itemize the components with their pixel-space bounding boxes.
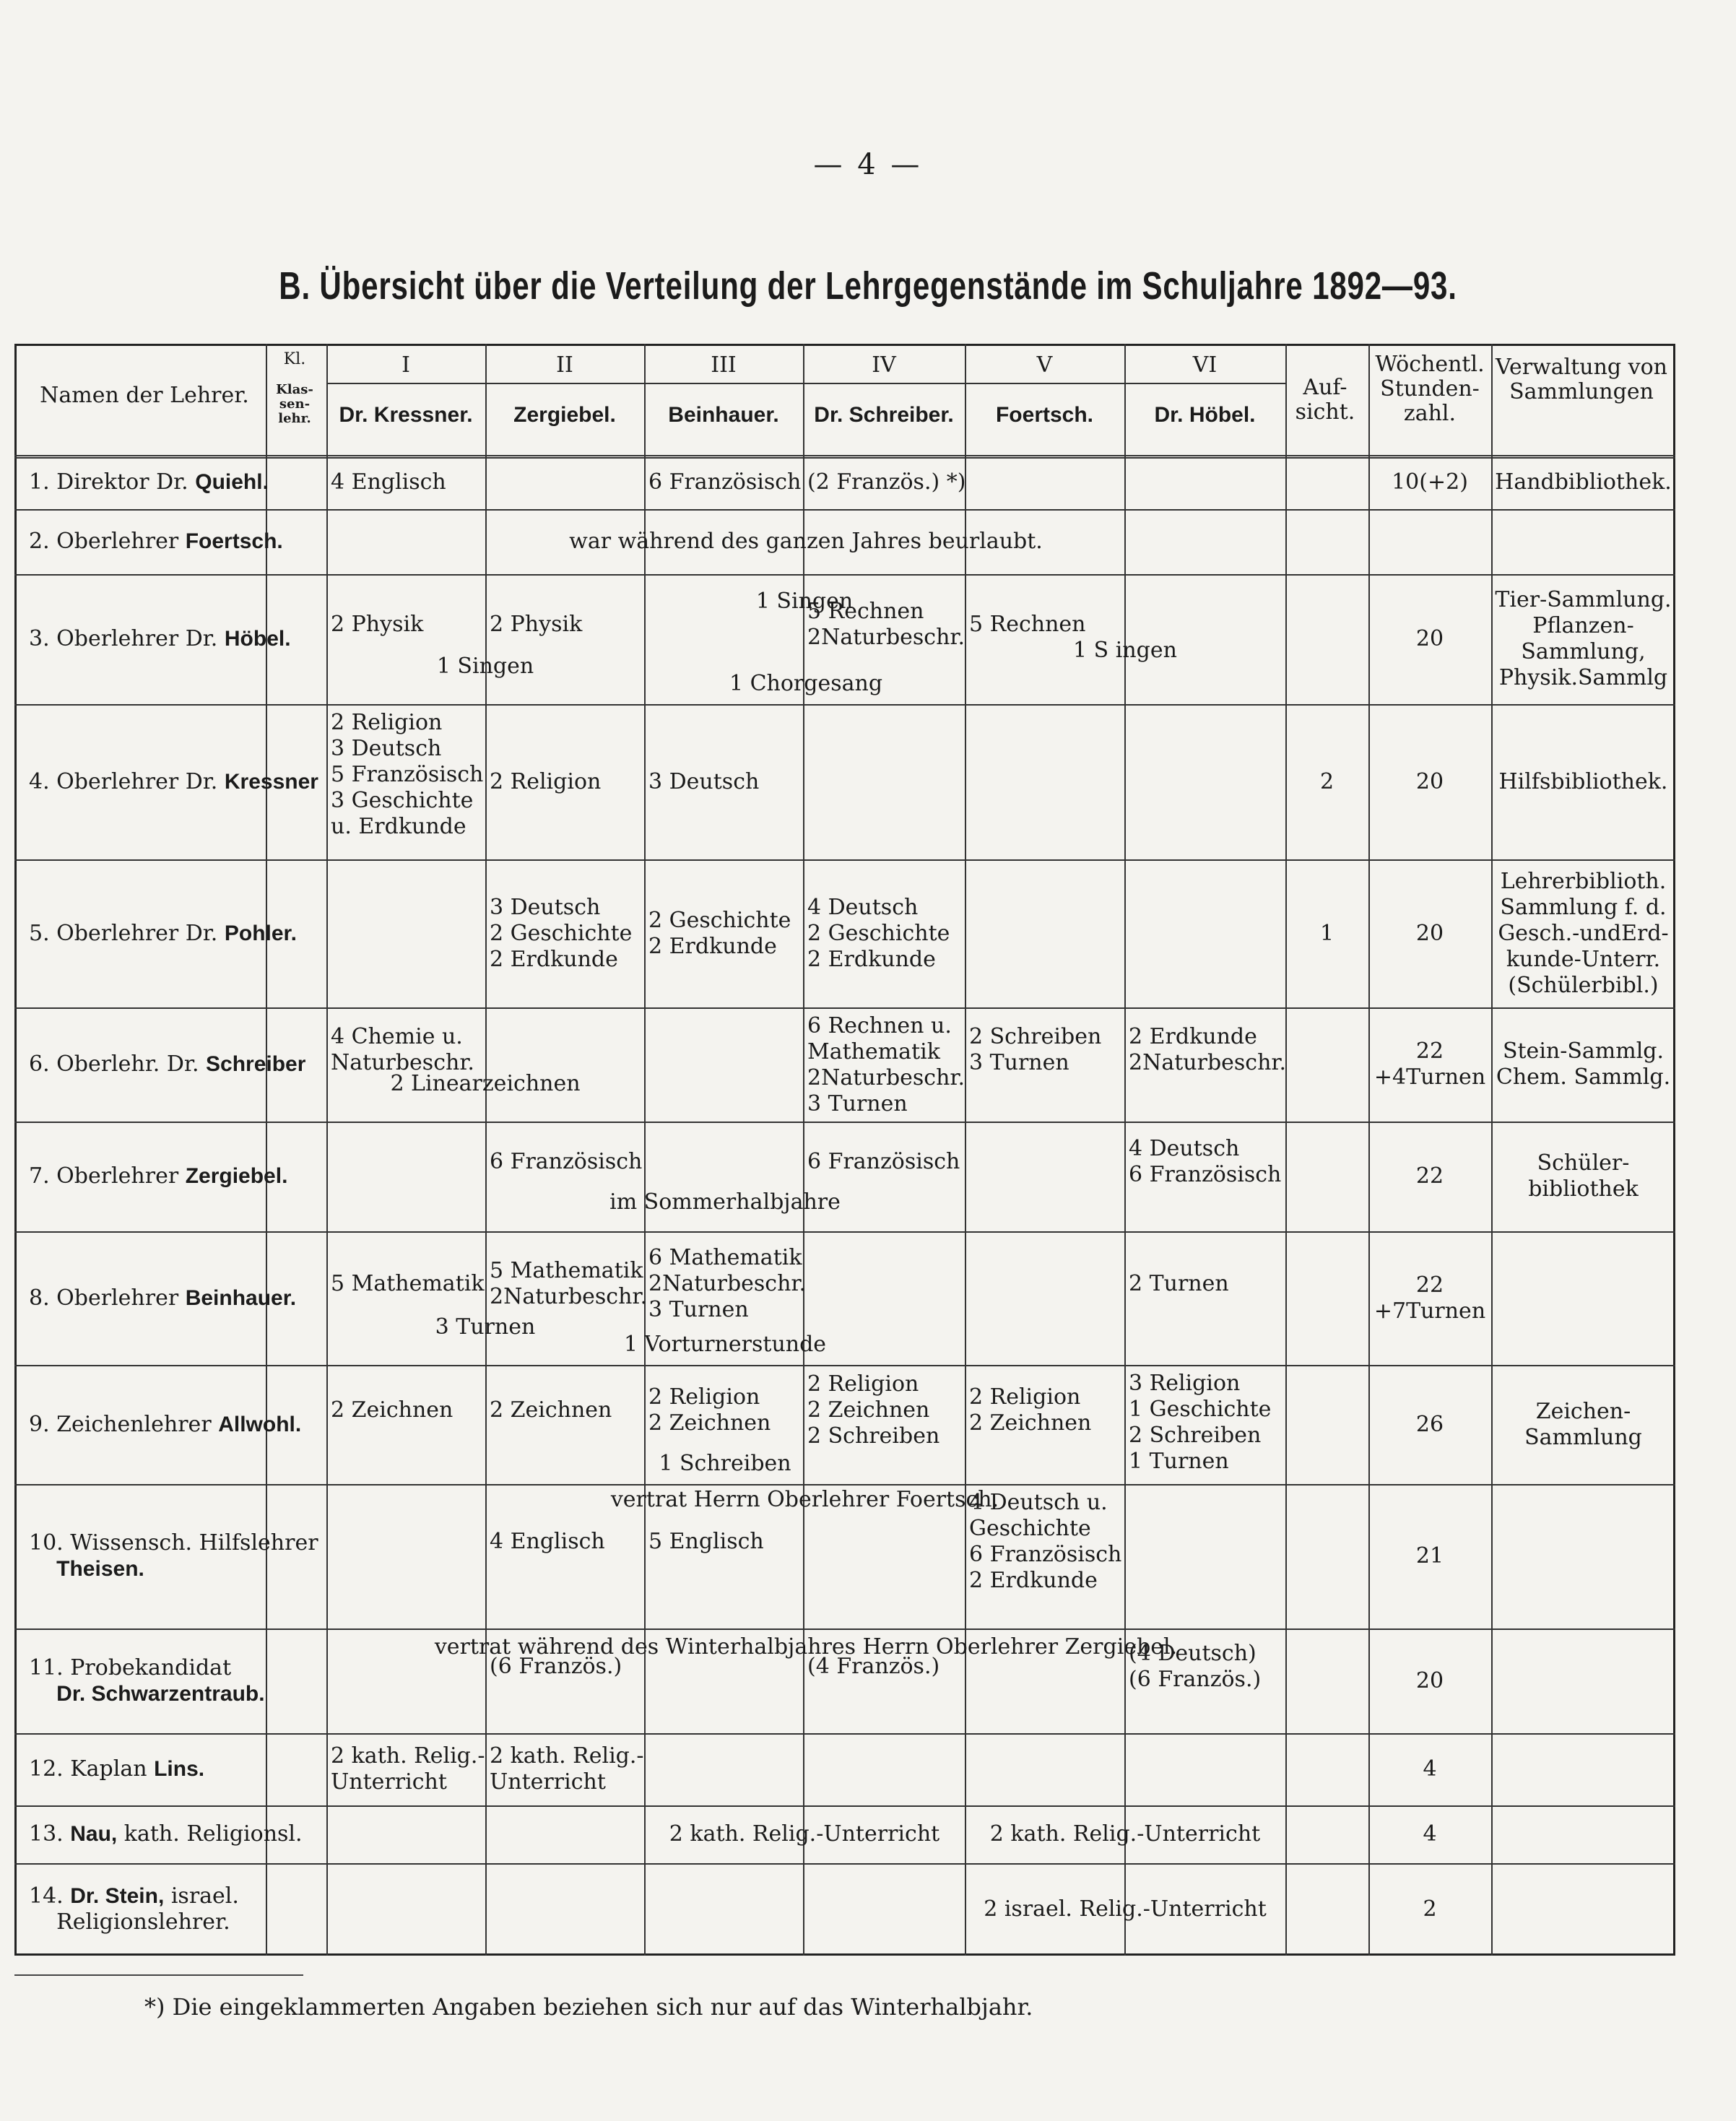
header-class-numeral: I xyxy=(402,352,410,378)
teacher-name: 4. Oberlehrer Dr. Kressner xyxy=(29,768,318,794)
grid-vline xyxy=(1491,344,1493,1956)
grid-hline xyxy=(14,1231,1675,1233)
cell-hours: 20 xyxy=(1415,768,1444,794)
cell-class-III: 6 Mathematik 2Naturbeschr. 3 Turnen xyxy=(648,1244,806,1322)
header-class-teacher: Dr. Kressner. xyxy=(339,403,473,427)
cell-class-IV: 5 Rechnen 2Naturbeschr. xyxy=(807,599,965,650)
cell-class-V: 2 Religion 2 Zeichnen xyxy=(969,1384,1092,1436)
cell-class-II: 4 Englisch xyxy=(490,1529,605,1554)
cell-span-note: im Sommerhalbjahre xyxy=(609,1189,841,1215)
cell-hours: 22 +4Turnen xyxy=(1373,1038,1486,1090)
teacher-name: 7. Oberlehrer Zergiebel. xyxy=(29,1163,288,1189)
teacher-name: 8. Oberlehrer Beinhauer. xyxy=(29,1285,297,1311)
cell-span-I-II: 3 Turnen xyxy=(435,1314,536,1340)
teacher-name: 11. Probekandidat Dr. Schwarzentraub. xyxy=(29,1654,265,1706)
header-class-numeral: II xyxy=(556,352,573,378)
cell-class-III: 5 Englisch xyxy=(648,1529,764,1554)
teacher-name: 6. Oberlehr. Dr. Schreiber xyxy=(29,1051,306,1077)
footnote-rule xyxy=(14,1974,303,1976)
grid-hline xyxy=(14,1484,1675,1485)
cell-span-I-II: 2 Linearzeichnen xyxy=(390,1071,581,1096)
cell-sammlung: Hilfsbibliothek. xyxy=(1498,768,1668,794)
cell-span-note: 1 Schreiben xyxy=(659,1451,791,1476)
cell-class-III: 6 Französisch xyxy=(648,469,802,495)
cell-sammlung: Zeichen- Sammlung xyxy=(1524,1398,1642,1450)
cell-sammlung: Handbibliothek. xyxy=(1495,469,1672,495)
page-title: B. Übersicht über die Verteilung der Lehrgegenstände im Schuljahre 1892—93. xyxy=(279,264,1457,308)
cell-class-IV: (4 Französ.) xyxy=(807,1653,940,1679)
header-class-numeral: III xyxy=(711,352,737,378)
cell-class-V: 5 Rechnen xyxy=(969,612,1086,637)
header-verwaltung: Verwaltung von Sammlungen xyxy=(1496,355,1667,404)
grid-vline xyxy=(266,344,267,1956)
cell-class-II: 2 Zeichnen xyxy=(490,1397,612,1423)
cell-hours: 20 xyxy=(1415,920,1444,946)
cell-class-II: 5 Mathematik 2Naturbeschr. xyxy=(490,1257,647,1309)
cell-class-III: 3 Deutsch xyxy=(648,768,760,794)
cell-span-III-IV: 1 Singen xyxy=(755,589,854,614)
cell-class-III: 2 Religion 2 Zeichnen xyxy=(648,1384,771,1436)
cell-aufsicht: 1 xyxy=(1319,920,1334,946)
cell-span-I-II: 1 Singen xyxy=(436,654,534,679)
header-klassenlehr: Klas-sen-lehr. xyxy=(276,382,313,426)
teacher-name: 10. Wissensch. Hilfslehrer Theisen. xyxy=(29,1530,318,1581)
cell-hours: 20 xyxy=(1415,626,1444,651)
cell-class-IV: 2 Religion 2 Zeichnen 2 Schreiben xyxy=(807,1371,940,1449)
grid-hline xyxy=(326,383,1285,384)
teacher-name: 13. Nau, kath. Religionsl. xyxy=(29,1821,303,1847)
header-kl: Kl. xyxy=(283,350,306,368)
cell-hours: 20 xyxy=(1415,1667,1444,1693)
cell-hours: 22 xyxy=(1415,1163,1444,1189)
cell-hours: 2 xyxy=(1423,1896,1437,1922)
cell-class-III: 2 Geschichte 2 Erdkunde xyxy=(648,907,791,959)
teacher-name: 12. Kaplan Lins. xyxy=(29,1756,205,1782)
header-class-numeral: V xyxy=(1036,352,1053,378)
cell-class-I: 5 Mathematik xyxy=(331,1270,485,1296)
footnote: *) Die eingeklammerten Angaben beziehen sich nur auf das Winterhalbjahr. xyxy=(144,1993,1033,2021)
cell-hours: 21 xyxy=(1415,1543,1444,1569)
grid-hline xyxy=(14,1733,1675,1735)
grid-hline xyxy=(14,1628,1675,1630)
cell-span-V-VI: 1 S ingen xyxy=(1073,638,1177,663)
cell-class-IV: 4 Deutsch 2 Geschichte 2 Erdkunde xyxy=(807,894,950,972)
cell-class-I: 2 Zeichnen xyxy=(331,1397,453,1423)
grid-hline xyxy=(14,1863,1675,1865)
header-class-teacher: Zergiebel. xyxy=(513,403,616,427)
header-class-teacher: Foertsch. xyxy=(995,403,1094,427)
grid-vline xyxy=(803,344,804,1956)
grid-hline xyxy=(14,1805,1675,1807)
header-aufsicht: Auf-sicht. xyxy=(1295,375,1355,425)
teacher-name: 2. Oberlehrer Foertsch. xyxy=(29,529,283,554)
cell-class-VI: 4 Deutsch 6 Französisch xyxy=(1129,1136,1282,1187)
header-class-teacher: Beinhauer. xyxy=(668,403,779,427)
header-class-numeral: IV xyxy=(872,352,896,378)
cell-class-IV: 6 Französisch xyxy=(807,1149,960,1174)
cell-span-note: vertrat Herrn Oberlehrer Foertsch. xyxy=(610,1487,999,1512)
cell-class-IV: (2 Französ.) *) xyxy=(807,469,966,495)
cell-class-I: 2 Physik xyxy=(331,612,424,637)
cell-span-note: vertrat während des Winterhalbjahres Herrn Oberlehrer Zergiebel. xyxy=(434,1634,1178,1660)
teacher-name: 14. Dr. Stein, israel. Religionslehrer. xyxy=(29,1883,239,1935)
grid-vline xyxy=(965,344,966,1956)
cell-class-VI: 3 Religion 1 Geschichte 2 Schreiben 1 Turnen xyxy=(1129,1371,1272,1474)
cell-sammlung: Tier-Sammlung. Pflanzen- Sammlung, Physik.Sammlg xyxy=(1495,587,1672,690)
cell-sammlung: Schüler- bibliothek xyxy=(1528,1150,1639,1202)
cell-class-I: 4 Chemie u. Naturbeschr. xyxy=(331,1024,474,1075)
cell-hours: 26 xyxy=(1415,1411,1444,1437)
teacher-name: 3. Oberlehrer Dr. Höbel. xyxy=(29,626,291,651)
grid-vline xyxy=(1124,344,1126,1956)
cell-aufsicht: 2 xyxy=(1319,768,1334,794)
cell-class-V: 4 Deutsch u. Geschichte 6 Französisch 2 Erdkunde xyxy=(969,1490,1122,1593)
header-stunden: Wöchentl. Stunden-zahl. xyxy=(1375,352,1485,426)
grid-vline xyxy=(1368,344,1370,1956)
header-class-teacher: Dr. Höbel. xyxy=(1154,403,1256,427)
cell-hours: 22 +7Turnen xyxy=(1373,1272,1486,1324)
page-number: — 4 — xyxy=(813,148,923,181)
cell-span-note: 1 Vorturnerstunde xyxy=(623,1332,827,1357)
cell-class-II: 6 Französisch xyxy=(490,1149,643,1174)
cell-class-I: 2 kath. Relig.- Unterricht xyxy=(331,1743,485,1795)
cell-class-I: 2 Religion 3 Deutsch 5 Französisch 3 Geschichte u. Erdkunde xyxy=(331,710,484,839)
cell-class-VI: 2 Turnen xyxy=(1129,1270,1229,1296)
cell-class-II: 3 Deutsch 2 Geschichte 2 Erdkunde xyxy=(490,894,633,972)
cell-class-V: 2 Schreiben 3 Turnen xyxy=(969,1024,1102,1075)
header-class-teacher: Dr. Schreiber. xyxy=(814,403,954,427)
cell-hours: 10(+2) xyxy=(1392,469,1468,495)
cell-span-V-VI: 2 kath. Relig.-Unterricht xyxy=(989,1821,1261,1847)
grid-hline xyxy=(14,1365,1675,1366)
cell-class-I: 4 Englisch xyxy=(331,469,446,495)
grid-hline xyxy=(14,1007,1675,1009)
grid-hline xyxy=(14,1122,1675,1123)
header-names: Namen der Lehrer. xyxy=(40,383,249,408)
cell-sammlung: Stein-Sammlg. Chem. Sammlg. xyxy=(1496,1038,1671,1090)
cell-class-VI: 2 Erdkunde 2Naturbeschr. xyxy=(1129,1024,1286,1075)
cell-class-IV: 6 Rechnen u. Mathematik 2Naturbeschr. 3 Turnen xyxy=(807,1013,965,1116)
teacher-name: 1. Direktor Dr. Quiehl. xyxy=(29,469,269,495)
cell-hours: 4 xyxy=(1423,1756,1437,1782)
cell-class-II: (6 Französ.) xyxy=(490,1653,622,1679)
grid-hline xyxy=(14,704,1675,706)
cell-class-VI: (4 Deutsch) (6 Französ.) xyxy=(1129,1640,1262,1692)
grid-vline xyxy=(1285,344,1287,1956)
teacher-name: 5. Oberlehrer Dr. Pohler. xyxy=(29,920,297,946)
teacher-name: 9. Zeichenlehrer Allwohl. xyxy=(29,1411,302,1437)
grid-hline xyxy=(14,455,1675,459)
cell-span-III-IV: 2 kath. Relig.-Unterricht xyxy=(669,1821,940,1847)
grid-vline xyxy=(326,344,328,1956)
grid-hline xyxy=(14,509,1675,511)
grid-vline xyxy=(644,344,646,1956)
grid-hline xyxy=(14,574,1675,576)
header-class-numeral: VI xyxy=(1192,352,1218,378)
grid-hline xyxy=(14,859,1675,861)
cell-hours: 4 xyxy=(1423,1821,1437,1847)
cell-class-II: 2 Physik xyxy=(490,612,583,637)
grid-vline xyxy=(485,344,487,1956)
cell-class-II: 2 kath. Relig.- Unterricht xyxy=(490,1743,644,1795)
cell-sammlung: Lehrerbiblioth. Sammlung f. d. Gesch.-undErd- kunde-Unterr. (Schülerbibl.) xyxy=(1498,868,1669,998)
cell-span-note: war während des ganzen Jahres beurlaubt. xyxy=(569,529,1043,554)
cell-span-V-VI: 2 israel. Relig.-Unterricht xyxy=(984,1896,1267,1922)
cell-span-note: 1 Chorgesang xyxy=(729,671,883,696)
cell-class-II: 2 Religion xyxy=(490,768,602,794)
